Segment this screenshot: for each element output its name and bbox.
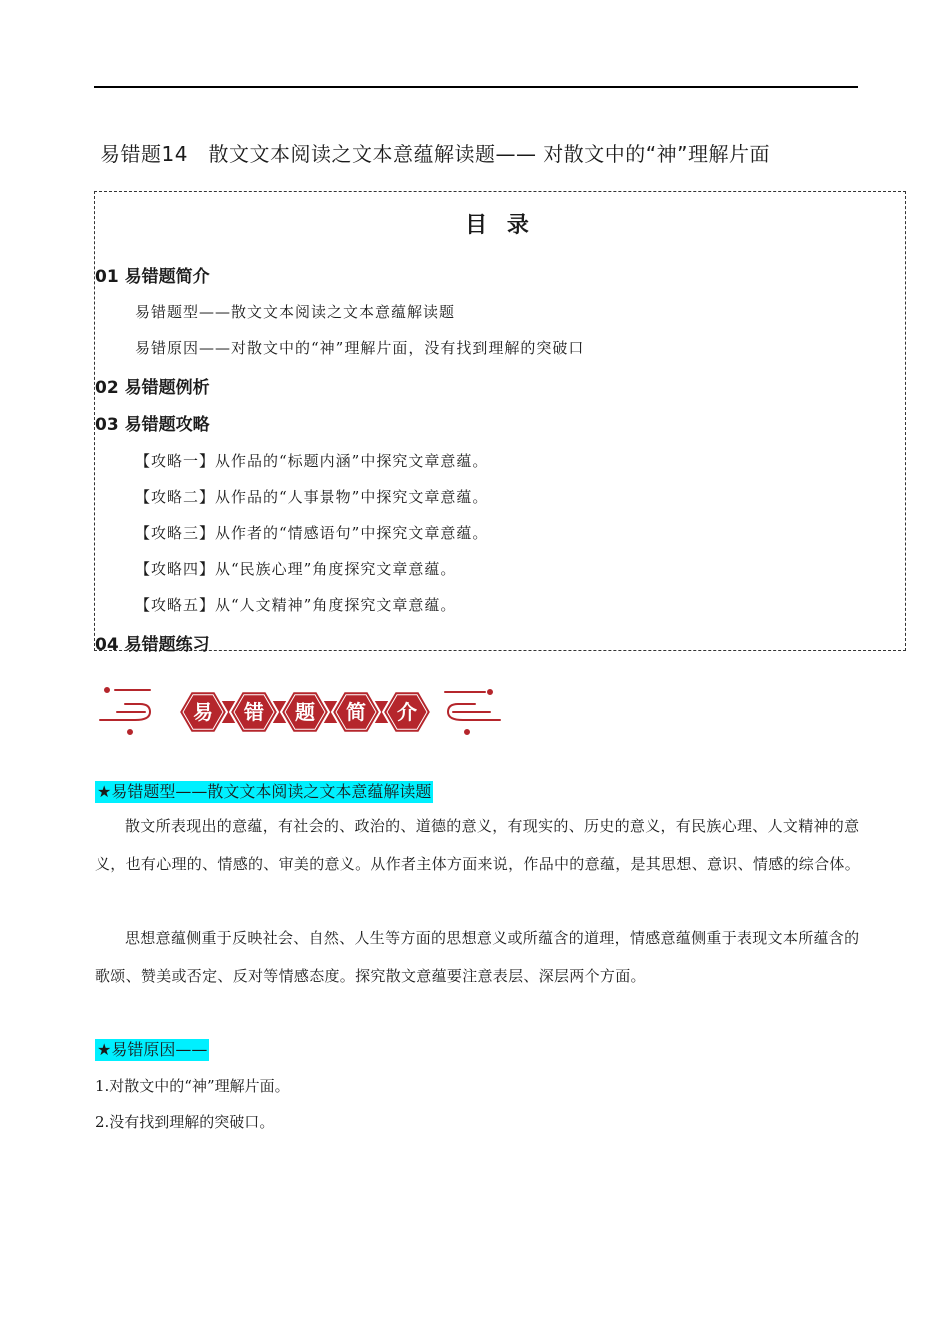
banner-char: 题: [295, 700, 315, 724]
toc-sub-item[interactable]: 【攻略二】从作品的“人事景物”中探究文章意蕴。: [135, 488, 489, 506]
toc-sub-item[interactable]: 【攻略四】从“民族心理”角度探究文章意蕴。: [135, 560, 457, 578]
paragraph: 散文所表现出的意蕴，有社会的、政治的、道德的意义，有现实的、历史的意义，有民族心理、人文精神的意义，也有心理的、情感的、审美的意义。从作者主体方面来说，作品中的意蕴，是其思想、意识、情感的综合体。: [95, 817, 861, 873]
right-scroll-ornament: [445, 690, 500, 734]
section-banner: [95, 682, 515, 742]
document-title: 易错题14 散文文本阅读之文本意蕴解读题—— 对散文中的“神”理解片面: [100, 142, 771, 166]
toc-sub-item[interactable]: 易错题型——散文文本阅读之文本意蕴解读题: [135, 303, 456, 321]
toc-section-02[interactable]: 02 易错题例析: [95, 378, 210, 398]
section-heading-type: ★易错题型——散文文本阅读之文本意蕴解读题: [97, 782, 432, 801]
banner-char: 错: [244, 700, 264, 724]
section-heading-cause: ★易错原因——: [97, 1040, 208, 1059]
list-item: 1.对散文中的“神”理解片面。: [95, 1077, 290, 1095]
toc-section-04[interactable]: 04 易错题练习: [95, 635, 210, 655]
toc-section-01[interactable]: 01 易错题简介: [95, 267, 210, 287]
left-scroll-ornament: [100, 688, 150, 734]
list-item: 2.没有找到理解的突破口。: [95, 1113, 275, 1131]
toc-sub-item[interactable]: 【攻略三】从作者的“情感语句”中探究文章意蕴。: [135, 524, 489, 542]
banner-char: 简: [346, 700, 366, 724]
banner-char: 介: [397, 700, 417, 724]
banner-char: 易: [193, 700, 213, 724]
paragraph: 思想意蕴侧重于反映社会、自然、人生等方面的思想意义或所蕴含的道理，情感意蕴侧重于表现文本所蕴含的歌颂、赞美或否定、反对等情感态度。探究散文意蕴要注意表层、深层两个方面。: [95, 929, 860, 985]
toc-sub-item[interactable]: 易错原因——对散文中的“神”理解片面，没有找到理解的突破口: [135, 339, 585, 357]
toc-heading: 目 录: [465, 213, 535, 238]
toc-sub-item[interactable]: 【攻略一】从作品的“标题内涵”中探究文章意蕴。: [135, 452, 489, 470]
table-of-contents: [94, 191, 906, 655]
toc-sub-item[interactable]: 【攻略五】从“人文精神”角度探究文章意蕴。: [135, 596, 457, 614]
toc-section-03[interactable]: 03 易错题攻略: [95, 415, 210, 435]
header-rule: [94, 86, 858, 88]
